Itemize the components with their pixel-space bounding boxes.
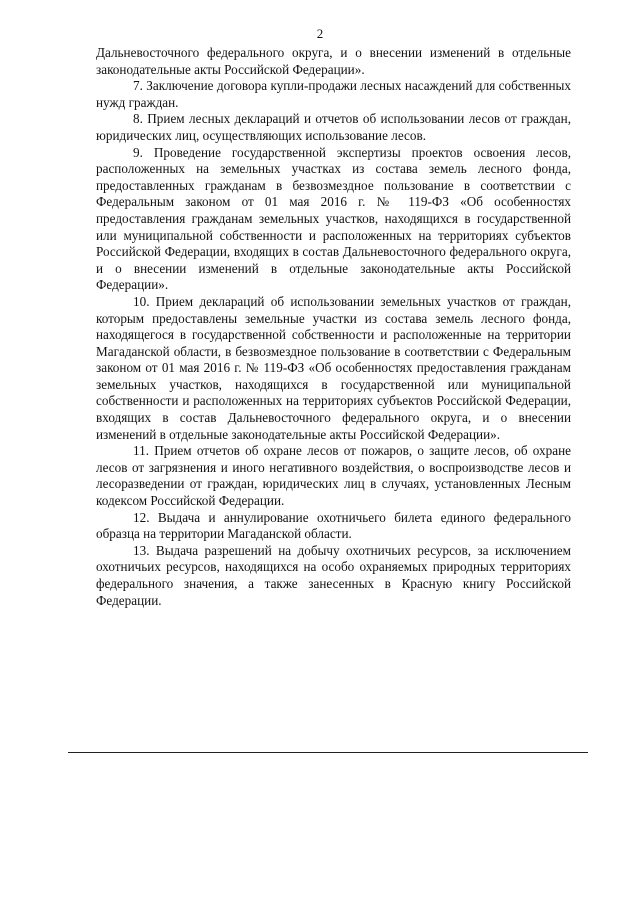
page-number: 2 (316, 26, 324, 41)
document-body (96, 45, 571, 609)
list-item-13: 13. Выдача разрешений на добычу охотничьих ресурсов, за исключением охотничьих ресурсов, находящихся на особо охраняемых природных территориях федерального значения, а также занесенных в Красную книгу Российской Федерации. (96, 542, 571, 608)
list-item-7: 7. Заключение договора купли-продажи лесных насаждений для собственных нужд граждан. (96, 78, 571, 110)
list-item-8: 8. Прием лесных деклараций и отчетов об использовании лесов от граждан, юридических лиц, осуществляющих использование лесов. (96, 111, 571, 143)
list-item-10: 10. Прием деклараций об использовании земельных участков от граждан, которым предоставлены земельные участки из состава земель лесного фонда, находящегося в государственной собственности и расположенные на территории Магаданской области, в безвозмездное пользование в соответствии с Федеральным законом от 01 мая 2016 г. № 119-ФЗ «Об особенностях предоставления гражданам земельных участков, находящихся в государственной или муниципальной собственности и расположенных на территориях субъектов Российской Федерации, входящих в состав Дальневосточного федерального округа, и о внесении изменений в отдельные законодательные акты Российской Федерации». (96, 293, 571, 442)
continuation-paragraph: Дальневосточного федерального округа, и о внесении изменений в отдельные законодательные акты Российской Федерации». (96, 45, 571, 77)
list-item-9: 9. Проведение государственной экспертизы проектов освоения лесов, расположенных на земельных участках из состава земель лесного фонда, предоставленных гражданам в безвозмездное пользование в соответствии с Федеральным законом от 01 мая 2016 г. № 119-ФЗ «Об особенностях предоставления гражданам земельных участков, находящихся в государственной или муниципальной собственности и расположенных на территориях субъектов Российской Федерации, входящих в состав Дальневосточного федерального округа, и о внесении изменений в отдельные законодательные акты Российской Федерации». (96, 144, 571, 293)
footer-divider (68, 752, 588, 753)
list-item-12: 12. Выдача и аннулирование охотничьего билета единого федерального образца на территории Магаданской области. (96, 509, 571, 542)
list-item-11: 11. Прием отчетов об охране лесов от пожаров, о защите лесов, об охране лесов от загрязнения и иного негативного воздействия, о воспроизводстве лесов и лесоразведении от граждан, юридических лиц в случаях, установленных Лесным кодексом Российской Федерации. (96, 443, 571, 509)
